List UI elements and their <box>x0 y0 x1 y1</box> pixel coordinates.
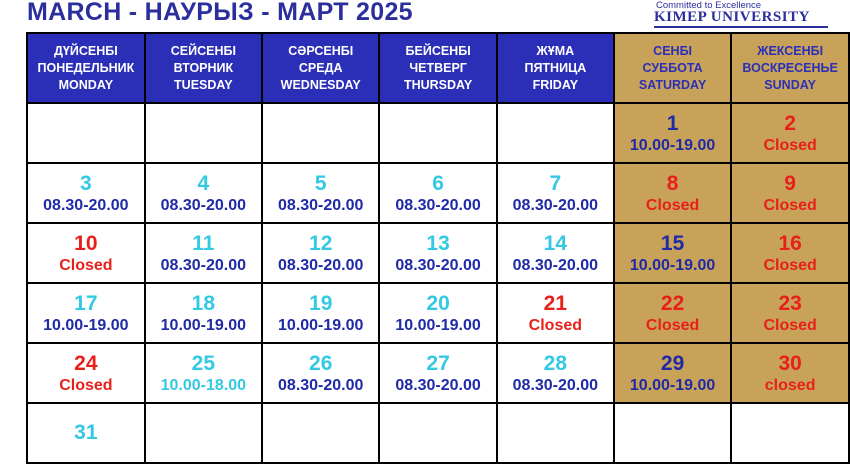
week-row <box>27 223 849 283</box>
opening-hours: 08.30-20.00 <box>395 196 481 214</box>
day-number: 29 <box>660 351 685 375</box>
empty-day-cell <box>145 403 262 463</box>
week-row <box>27 343 849 403</box>
weekday-header-friday <box>497 33 614 103</box>
closed-label: Closed <box>763 256 817 274</box>
day-number: 6 <box>432 171 444 195</box>
day-cell <box>145 343 262 403</box>
day-number: 14 <box>543 231 568 255</box>
day-cell <box>614 223 731 283</box>
weekday-label-en: FRIDAY <box>532 77 579 92</box>
weekday-label-en: THURSDAY <box>403 77 473 92</box>
day-cell <box>614 283 731 343</box>
opening-hours: 08.30-20.00 <box>278 196 364 214</box>
day-cell <box>614 163 731 223</box>
weekday-label-kz: ЖҰМА <box>536 43 575 58</box>
weekday-header-row <box>27 33 849 103</box>
day-number: 12 <box>309 231 333 255</box>
logo-tagline: Committed to Excellence <box>656 0 762 11</box>
weekday-label-kz: ЖЕКСЕНБІ <box>757 43 824 58</box>
opening-hours: 10.00-19.00 <box>395 316 481 334</box>
empty-day-cell <box>731 403 849 463</box>
day-cell <box>145 223 262 283</box>
calendar-table <box>26 32 850 464</box>
week-row <box>27 103 849 163</box>
opening-hours: 08.30-20.00 <box>395 256 481 274</box>
opening-hours: 08.30-20.00 <box>512 256 599 274</box>
weekday-header-sunday <box>731 33 849 103</box>
day-number: 25 <box>191 351 216 375</box>
empty-day-cell <box>497 103 614 163</box>
empty-day-cell <box>379 103 496 163</box>
day-number: 1 <box>666 111 679 135</box>
day-cell <box>262 163 379 223</box>
opening-hours: 08.30-20.00 <box>512 196 599 214</box>
closed-label: closed <box>764 376 816 394</box>
day-cell <box>731 223 849 283</box>
opening-hours: 10.00-19.00 <box>278 316 364 334</box>
closed-label: Closed <box>645 316 700 334</box>
day-number: 10 <box>74 231 98 255</box>
weekday-label-kz: СЕЙСЕНБІ <box>170 43 236 58</box>
day-number: 30 <box>778 351 802 375</box>
day-number: 19 <box>309 291 333 315</box>
day-cell <box>262 283 379 343</box>
opening-hours: 08.30-20.00 <box>512 376 599 394</box>
day-number: 22 <box>660 291 685 315</box>
weekday-label-ru: ПЯТНИЦА <box>524 60 587 75</box>
weekday-label-kz: СӘРСЕНБІ <box>288 43 354 58</box>
day-cell <box>27 283 145 343</box>
weekday-label-kz: ДҮЙСЕНБІ <box>54 43 118 58</box>
closed-label: Closed <box>645 196 700 214</box>
closed-label: Closed <box>763 196 817 214</box>
day-cell <box>262 223 379 283</box>
weekday-label-ru: ВОСКРЕСЕНЬЕ <box>742 60 838 75</box>
day-number: 23 <box>778 291 802 315</box>
day-cell <box>731 343 849 403</box>
day-number: 26 <box>309 351 333 375</box>
day-cell <box>379 163 496 223</box>
opening-hours: 08.30-20.00 <box>160 256 247 274</box>
closed-label: Closed <box>59 256 113 274</box>
university-logo <box>640 0 840 28</box>
day-cell <box>497 343 614 403</box>
day-cell <box>27 403 145 463</box>
weekday-label-ru: ПОНЕДЕЛЬНИК <box>37 60 135 75</box>
day-number: 16 <box>778 231 802 255</box>
closed-label: Closed <box>59 376 113 394</box>
week-row <box>27 403 849 463</box>
day-number: 17 <box>74 291 98 315</box>
day-number: 4 <box>197 171 210 195</box>
page-title: MARCH - НАУРЫЗ - МАРТ 2025 <box>27 0 413 26</box>
opening-hours: 10.00-19.00 <box>43 316 129 334</box>
empty-day-cell <box>379 403 496 463</box>
day-number: 9 <box>784 171 796 195</box>
weekday-header-thursday <box>379 33 496 103</box>
day-cell <box>145 163 262 223</box>
day-cell <box>27 163 145 223</box>
day-cell <box>27 223 145 283</box>
empty-day-cell <box>145 103 262 163</box>
closed-label: Closed <box>763 136 817 154</box>
opening-hours: 08.30-20.00 <box>278 256 364 274</box>
day-cell <box>614 103 731 163</box>
day-number: 27 <box>426 351 450 375</box>
opening-hours: 10.00-19.00 <box>629 376 716 394</box>
opening-hours: 10.00-19.00 <box>160 316 247 334</box>
day-number: 21 <box>543 291 568 315</box>
weekday-header-saturday <box>614 33 731 103</box>
weekday-label-kz: СЕНБІ <box>653 43 693 58</box>
day-number: 18 <box>191 291 216 315</box>
day-cell <box>731 103 849 163</box>
empty-day-cell <box>497 403 614 463</box>
opening-hours: 08.30-20.00 <box>278 376 364 394</box>
day-cell <box>731 283 849 343</box>
opening-hours: 08.30-20.00 <box>395 376 481 394</box>
weekday-label-en: WEDNESDAY <box>280 77 361 92</box>
opening-hours: 10.00-19.00 <box>629 136 716 154</box>
day-number: 13 <box>426 231 450 255</box>
weekday-label-kz: БЕЙСЕНБІ <box>405 43 471 58</box>
logo-name: KIMEP UNIVERSITY <box>654 9 810 25</box>
weekday-label-en: SUNDAY <box>764 77 816 92</box>
day-cell <box>145 283 262 343</box>
day-number: 2 <box>784 111 796 135</box>
day-number: 20 <box>426 291 450 315</box>
day-cell <box>27 343 145 403</box>
weekday-label-ru: СУББОТА <box>642 60 703 75</box>
weekday-label-ru: ЧЕТВЕРГ <box>409 60 467 75</box>
weekday-label-en: SATURDAY <box>638 77 707 92</box>
weekday-header-tuesday <box>145 33 262 103</box>
weekday-header-monday <box>27 33 145 103</box>
day-number: 31 <box>74 421 98 444</box>
day-number: 24 <box>74 351 98 375</box>
day-cell <box>731 163 849 223</box>
opening-hours: 08.30-20.00 <box>160 196 247 214</box>
empty-day-cell <box>262 403 379 463</box>
weekday-label-ru: СРЕДА <box>298 60 343 75</box>
logo-underline <box>654 26 828 28</box>
day-cell <box>262 343 379 403</box>
day-number: 7 <box>549 171 562 195</box>
closed-label: Closed <box>528 316 583 334</box>
opening-hours: 10.00-18.00 <box>160 376 247 394</box>
week-row <box>27 283 849 343</box>
day-cell <box>497 223 614 283</box>
empty-day-cell <box>262 103 379 163</box>
day-number: 15 <box>660 231 685 255</box>
day-cell <box>379 343 496 403</box>
week-row <box>27 163 849 223</box>
opening-hours: 08.30-20.00 <box>43 196 129 214</box>
opening-hours: 10.00-19.00 <box>629 256 716 274</box>
day-number: 28 <box>543 351 568 375</box>
day-cell <box>379 223 496 283</box>
day-number: 8 <box>666 171 679 195</box>
weekday-label-en: MONDAY <box>58 77 114 92</box>
day-cell <box>497 163 614 223</box>
day-number: 3 <box>80 171 92 195</box>
calendar-body <box>27 103 849 463</box>
weekday-label-en: TUESDAY <box>174 77 233 92</box>
day-cell <box>614 343 731 403</box>
empty-day-cell <box>614 403 731 463</box>
day-number: 5 <box>314 171 327 195</box>
closed-label: Closed <box>763 316 817 334</box>
weekday-header-wednesday <box>262 33 379 103</box>
day-cell <box>497 283 614 343</box>
day-number: 11 <box>192 231 215 255</box>
weekday-label-ru: ВТОРНИК <box>173 60 234 75</box>
day-cell <box>379 283 496 343</box>
empty-day-cell <box>27 103 145 163</box>
